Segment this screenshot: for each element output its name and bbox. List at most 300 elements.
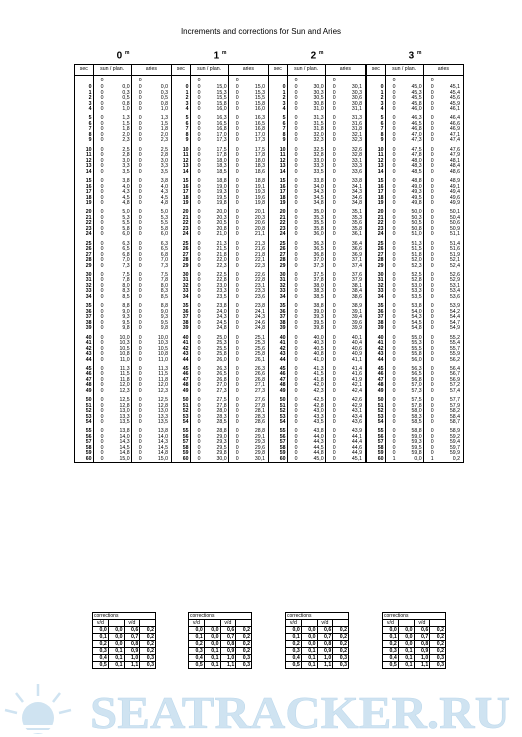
aries-value: 28,8 (254, 428, 265, 435)
seconds-cell: 16 (367, 184, 386, 190)
increments-table (74, 64, 172, 463)
sun-degrees: 0 (392, 246, 396, 253)
seconds-cell: 34 (367, 295, 386, 301)
degree-sign: o (235, 76, 239, 83)
sun-degrees: 0 (100, 194, 104, 201)
sun-degrees: 0 (294, 115, 298, 122)
aries-value: 23,8 (254, 303, 265, 310)
aries-value: 32,6 (351, 146, 362, 153)
seconds-cell: 44 (75, 357, 94, 363)
sun-degrees: 0 (392, 277, 396, 284)
aries-degrees: 0 (332, 89, 336, 96)
seconds-cell: 30 (367, 273, 386, 279)
seconds-cell: 0 (172, 85, 191, 91)
aries-value: 47,1 (449, 131, 460, 138)
aries-degrees: 0 (138, 240, 142, 247)
table-row (367, 457, 464, 463)
seconds-cell: 36 (75, 310, 94, 316)
seconds-cell: 45 (75, 367, 94, 373)
aries-value: 13,0 (157, 408, 168, 415)
sun-value: 52,5 (396, 273, 423, 279)
aries-degrees: 0 (138, 106, 142, 113)
aries-value: 54,7 (449, 319, 460, 326)
seconds-cell: 3 (367, 102, 386, 108)
aries-value: 16,0 (254, 106, 265, 113)
sun-degrees: 0 (100, 262, 104, 269)
degree-sign: o (294, 76, 298, 83)
sun-value: 3,5 (104, 170, 131, 176)
sun-degrees: 0 (392, 152, 396, 159)
sun-value: 43,0 (298, 409, 325, 415)
sun-value: 9,0 (104, 310, 131, 316)
corrections-header-row (383, 620, 446, 627)
aries-degrees: 0 (235, 303, 239, 310)
sun-degrees: 0 (294, 433, 298, 440)
sun-value: 50,5 (396, 221, 423, 227)
sun-degrees: 0 (197, 376, 201, 383)
seconds-cell: 35 (269, 304, 288, 310)
seconds-cell: 25 (367, 241, 386, 247)
vd-value: 0,1 (93, 634, 109, 641)
aries-degrees: 0 (332, 152, 336, 159)
increments-table (268, 64, 366, 463)
aries-degrees: 0 (332, 455, 336, 462)
aries-degrees: 0 (430, 282, 434, 289)
seconds-cell: 48 (269, 383, 288, 389)
aries-degrees: 0 (138, 271, 142, 278)
aries-degrees: 0 (430, 126, 434, 133)
seconds-cell: 2 (172, 96, 191, 102)
sun-degrees: 0 (197, 293, 201, 300)
seconds-cell: 5 (75, 116, 94, 122)
seconds-cell: 60 (75, 457, 94, 463)
sun-degrees: 0 (294, 89, 298, 96)
seconds-cell: 48 (172, 383, 191, 389)
sun-value: 6,3 (104, 241, 131, 247)
corrections-row (93, 648, 156, 655)
sun-degrees: 0 (294, 131, 298, 138)
aries-degrees: 0 (430, 168, 434, 175)
corr-header-vd: v/d (414, 620, 430, 627)
aries-value: 34,8 (351, 200, 362, 207)
corrections-grid (92, 612, 156, 669)
sun-degrees: 0 (197, 413, 201, 420)
sun-degrees: 0 (197, 246, 201, 253)
aries-degrees: 0 (332, 413, 336, 420)
header-aries: aries (228, 65, 268, 76)
corrections-row (93, 655, 156, 662)
aries-degrees: 0 (332, 115, 336, 122)
sun-degrees: 0 (197, 146, 201, 153)
sun-value: 29,0 (201, 435, 228, 441)
aries-degrees: 0 (430, 214, 434, 221)
aries-value: 39,1 (351, 308, 362, 315)
sun-value: 38,5 (298, 295, 325, 301)
sun-value: 6,5 (104, 247, 131, 253)
seconds-cell: 27 (172, 252, 191, 258)
seconds-cell: 55 (367, 429, 386, 435)
corrections-caption: corrections (93, 613, 156, 620)
aries-degrees: 0 (138, 439, 142, 446)
sun-value: 7,8 (104, 278, 131, 284)
degree-sign: o (332, 76, 336, 83)
sun-value: 10,8 (104, 352, 131, 358)
seconds-cell: 44 (269, 357, 288, 363)
seconds-cell: 18 (172, 195, 191, 201)
corrections-header-row (286, 620, 349, 627)
sun-value: 30,0 (298, 85, 325, 91)
sun-degrees: 0 (392, 293, 396, 300)
seconds-cell: 20 (367, 210, 386, 216)
sun-degrees: 0 (100, 428, 104, 435)
correction-value: 0,0 (204, 634, 220, 641)
correction-value: 0,0 (398, 634, 414, 641)
vd-value: 0,8 (317, 641, 333, 648)
aries-value: 37,1 (351, 257, 362, 264)
correction-value: 0,1 (108, 655, 124, 662)
header-row (269, 65, 366, 76)
aries-degrees: 0 (138, 382, 142, 389)
sun-degrees: 0 (197, 439, 201, 446)
sun-value: 41,0 (298, 357, 325, 363)
sun-value: 22,5 (201, 273, 228, 279)
aries-value: 58,4 (449, 413, 460, 420)
sun-degrees: 0 (294, 334, 298, 341)
sun-value: 1,3 (104, 116, 131, 122)
seconds-cell: 39 (367, 326, 386, 332)
aries-value: 34,6 (351, 194, 362, 201)
aries-value: 25,8 (254, 351, 265, 358)
sun-degrees: 0 (197, 262, 201, 269)
correction-value: 0,3 (236, 662, 252, 669)
aries-value: 42,1 (351, 382, 362, 389)
sun-value: 50,8 (396, 227, 423, 233)
aries-degrees: 0 (332, 282, 336, 289)
sun-value: 2,3 (104, 138, 131, 144)
aries-degrees: 0 (332, 308, 336, 315)
aries-degrees: 0 (430, 189, 434, 196)
aries-degrees: 0 (138, 168, 142, 175)
aries-degrees: 0 (138, 376, 142, 383)
vd-value: 0,6 (414, 627, 430, 634)
seconds-cell: 37 (367, 315, 386, 321)
seconds-cell: 18 (367, 195, 386, 201)
sun-value: 12,3 (104, 389, 131, 395)
seconds-cell: 8 (172, 133, 191, 139)
aries-degrees: 0 (332, 419, 336, 426)
sun-value: 19,0 (201, 184, 228, 190)
seconds-cell: 27 (367, 252, 386, 258)
sun-degrees: 0 (392, 450, 396, 457)
aries-value: 45,4 (449, 89, 460, 96)
minute-heading (171, 50, 269, 64)
aries-value: 29,8 (254, 450, 265, 457)
sun-value: 41,3 (298, 367, 325, 373)
sun-degrees: 0 (197, 282, 201, 289)
sun-degrees: 0 (392, 408, 396, 415)
aries-degrees: 0 (430, 319, 434, 326)
aries-degrees: 0 (332, 387, 336, 394)
aries-degrees: 0 (332, 314, 336, 321)
seconds-cell: 41 (367, 341, 386, 347)
aries-value: 47,6 (449, 146, 460, 153)
seconds-cell: 39 (172, 326, 191, 332)
sun-degrees: 0 (392, 225, 396, 232)
vd-value: 0,6 (317, 627, 333, 634)
aries-value: 46,1 (449, 106, 460, 113)
corr-header-c (204, 620, 220, 627)
sun-degrees: 0 (197, 84, 201, 91)
aries-value: 20,3 (254, 214, 265, 221)
aries-degrees: 0 (430, 314, 434, 321)
aries-value: 5,0 (160, 209, 168, 216)
correction-value: 0,0 (301, 641, 317, 648)
seconds-cell: 10 (367, 148, 386, 154)
aries-value: 6,8 (160, 251, 168, 258)
seconds-cell: 33 (75, 289, 94, 295)
sun-degrees: 0 (294, 262, 298, 269)
sun-value: 12,5 (104, 398, 131, 404)
aries-degrees: 0 (430, 402, 434, 409)
sun-degrees: 0 (197, 277, 201, 284)
aries-degrees: 0 (430, 257, 434, 264)
aries-value: 54,4 (449, 314, 460, 321)
sun-value: 17,5 (201, 148, 228, 154)
aries-value: 22,8 (254, 277, 265, 284)
aries-degrees: 0 (138, 282, 142, 289)
seconds-cell: 59 (172, 451, 191, 457)
sun-degrees: 0 (197, 387, 201, 394)
aries-value: 56,4 (449, 365, 460, 372)
aries-degrees: 0 (332, 183, 336, 190)
corrections-row (383, 641, 446, 648)
aries-value: 48,4 (449, 163, 460, 170)
aries-degrees: 0 (332, 240, 336, 247)
aries-degrees: 0 (138, 100, 142, 107)
seconds-cell: 1 (269, 91, 288, 97)
corrections-caption-row (286, 613, 349, 620)
sun-value: 7,5 (104, 273, 131, 279)
aries-degrees: 0 (138, 288, 142, 295)
aries-value: 23,1 (254, 282, 265, 289)
aries-degrees: 0 (235, 146, 239, 153)
vd-value: 0,8 (414, 641, 430, 648)
aries-degrees: 0 (235, 163, 239, 170)
seconds-cell: 2 (75, 96, 94, 102)
vd-value: 0,2 (383, 641, 399, 648)
sun-value: 33,3 (298, 164, 325, 170)
seconds-cell: 6 (172, 122, 191, 128)
sun-degrees: 0 (100, 351, 104, 358)
aries-value: 45,1 (351, 455, 362, 462)
sun-degrees: 0 (100, 100, 104, 107)
aries-value: 9,8 (160, 325, 168, 332)
seconds-cell: 5 (172, 116, 191, 122)
aries-value: 52,4 (449, 262, 460, 269)
sun-value: 26,5 (201, 372, 228, 378)
aries-value: 25,1 (254, 334, 265, 341)
seconds-cell: 32 (75, 284, 94, 290)
aries-value: 29,1 (254, 433, 265, 440)
aries-degrees: 0 (138, 293, 142, 300)
aries-value: 21,1 (254, 231, 265, 238)
aries-value: 0,0 (160, 84, 168, 91)
sun-degrees: 0 (100, 225, 104, 232)
correction-value: 0,3 (333, 662, 349, 669)
aries-value: 13,5 (157, 419, 168, 426)
aries-value: 29,3 (254, 439, 265, 446)
corrections-grid (382, 612, 446, 669)
minute-block (74, 50, 172, 463)
aries-degrees: 0 (138, 95, 142, 102)
sun-degrees: 0 (100, 408, 104, 415)
aries-degrees: 0 (430, 246, 434, 253)
sun-degrees: 0 (294, 163, 298, 170)
sun-degrees: 0 (294, 365, 298, 372)
sun-value: 40,8 (298, 352, 325, 358)
aries-value: 19,3 (254, 189, 265, 196)
seconds-cell: 51 (269, 403, 288, 409)
correction-value: 0,3 (140, 655, 156, 662)
aries-degrees: 0 (235, 115, 239, 122)
sun-value: 51,8 (396, 252, 423, 258)
aries-value: 10,3 (157, 340, 168, 347)
sun-value: 58,8 (396, 429, 423, 435)
aries-degrees: 0 (235, 371, 239, 378)
aries-value: 0,3 (160, 89, 168, 96)
corrections-row (286, 655, 349, 662)
aries-degrees: 0 (235, 152, 239, 159)
correction-value: 0,0 (108, 641, 124, 648)
sun-degrees: 0 (100, 319, 104, 326)
aries-value: 4,3 (160, 189, 168, 196)
header-sun: sun / plan. (385, 65, 423, 76)
aries-value: 49,9 (449, 200, 460, 207)
corrections-caption: corrections (383, 613, 446, 620)
aries-degrees: 0 (138, 131, 142, 138)
aries-degrees: 0 (332, 356, 336, 363)
aries-value: 51,4 (449, 240, 460, 247)
aries-degrees: 0 (430, 194, 434, 201)
aries-degrees: 0 (138, 325, 142, 332)
sun-value: 10,5 (104, 346, 131, 352)
aries-degrees: 0 (138, 126, 142, 133)
seconds-cell: 57 (172, 440, 191, 446)
seconds-cell: 4 (367, 107, 386, 113)
aries-value: 21,8 (254, 251, 265, 258)
sun-value: 48,3 (396, 164, 423, 170)
aries-value: 21,6 (254, 246, 265, 253)
sun-value: 32,8 (298, 153, 325, 159)
correction-value: 0,3 (140, 662, 156, 669)
sun-degrees: 0 (100, 365, 104, 372)
vd-value: 0,1 (383, 634, 399, 641)
minute-number: 1 (213, 50, 220, 62)
sun-value: 52,0 (396, 258, 423, 264)
minute-unit: m (124, 50, 130, 56)
aries-degrees: 0 (138, 214, 142, 221)
sun-degrees: 0 (294, 220, 298, 227)
sun-value: 44,0 (298, 435, 325, 441)
sun-degrees: 0 (197, 106, 201, 113)
sun-degrees: 0 (392, 200, 396, 207)
sun-value: 58,0 (396, 409, 423, 415)
aries-value: 4,5 (160, 194, 168, 201)
sun-degrees: 0 (100, 231, 104, 238)
sun-value: 8,0 (104, 284, 131, 290)
seconds-cell: 57 (367, 440, 386, 446)
aries-value: 16,3 (254, 115, 265, 122)
aries-value: 3,8 (160, 178, 168, 185)
seconds-cell: 3 (75, 102, 94, 108)
aries-value: 58,2 (449, 408, 460, 415)
sun-degrees: 0 (392, 262, 396, 269)
seconds-cell: 43 (269, 352, 288, 358)
seconds-cell: 33 (172, 289, 191, 295)
aries-value: 16,8 (254, 126, 265, 133)
aries-degrees: 0 (235, 257, 239, 264)
aries-degrees: 0 (332, 450, 336, 457)
aries-value: 12,3 (157, 387, 168, 394)
sun-value: 39,0 (298, 310, 325, 316)
aries-degrees: 0 (332, 95, 336, 102)
aries-value: 18,6 (254, 168, 265, 175)
sun-value: 13,0 (104, 409, 131, 415)
aries-value: 37,9 (351, 277, 362, 284)
sun-degrees: 0 (197, 89, 201, 96)
vd-value: 0,6 (124, 627, 140, 634)
correction-value: 0,0 (301, 634, 317, 641)
sun-degrees: 0 (100, 152, 104, 159)
sun-degrees: 0 (100, 397, 104, 404)
seconds-cell: 32 (269, 284, 288, 290)
sun-value: 39,3 (298, 315, 325, 321)
sun-degrees: 0 (392, 137, 396, 144)
aries-value: 3,3 (160, 163, 168, 170)
sun-degrees: 0 (100, 382, 104, 389)
aries-degrees: 0 (430, 183, 434, 190)
sun-degrees: 0 (100, 106, 104, 113)
vd-value: 0,9 (317, 648, 333, 655)
sun-value: 57,5 (396, 398, 423, 404)
seconds-cell: 48 (367, 383, 386, 389)
sun-degrees: 0 (294, 231, 298, 238)
seconds-cell: 49 (367, 389, 386, 395)
sun-degrees: 0 (100, 157, 104, 164)
aries-degrees: 0 (332, 325, 336, 332)
aries-value: 24,1 (254, 308, 265, 315)
degree-sign: o (138, 76, 142, 83)
aries-degrees: 0 (138, 397, 142, 404)
sun-degrees: 0 (197, 444, 201, 451)
corrections-row (286, 662, 349, 669)
sun-value: 20,5 (201, 221, 228, 227)
aries-degrees: 0 (235, 455, 239, 462)
sun-value: 24,5 (201, 321, 228, 327)
sun-degrees: 0 (197, 340, 201, 347)
aries-degrees: 0 (235, 194, 239, 201)
seconds-cell: 30 (269, 273, 288, 279)
corrections-caption: corrections (286, 613, 349, 620)
aries-degrees: 0 (332, 163, 336, 170)
seconds-cell: 29 (172, 263, 191, 269)
vd-value: 0,2 (93, 641, 109, 648)
seconds-cell: 22 (367, 221, 386, 227)
sun-degrees: 0 (100, 314, 104, 321)
aries-degrees: 0 (332, 365, 336, 372)
sun-degrees: 0 (197, 168, 201, 175)
aries-degrees: 0 (332, 231, 336, 238)
